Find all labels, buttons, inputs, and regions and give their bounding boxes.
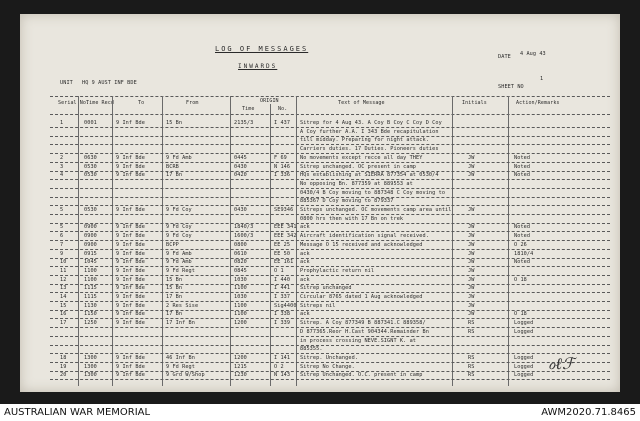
col-origin-header: ORIGIN [260, 98, 279, 104]
cell-ono: Sig4400 [274, 302, 297, 309]
handwritten-signature: ℴℓℱ [548, 354, 575, 373]
cell-text: Sitrep No Change. [300, 363, 355, 370]
cell-initials: RS [468, 328, 475, 335]
cell-text: Sitrep for 4 Aug 43. A Coy B Coy C Coy D Coy [300, 120, 442, 126]
cell-otime: 1600/3 [234, 233, 254, 240]
cell-initials: JW [468, 302, 475, 309]
cell-serial: 17 [60, 320, 67, 327]
cell-time: 1250 [84, 320, 97, 327]
col-from-header: From [186, 100, 199, 106]
cell-from: 9 Fd Coy [166, 224, 192, 231]
cell-otime: 1200 [234, 320, 247, 327]
cell-action: Logged [514, 363, 534, 370]
cell-otime: 0610 [234, 250, 247, 257]
cell-otime: 0845 [234, 267, 247, 274]
cell-otime: 0430 [234, 207, 247, 213]
cell-otime: 0445 [234, 154, 247, 161]
cell-ono: I 441 [274, 285, 291, 292]
cell-text: D 877365.Reor H.Cast 904344.Remainder Bn [300, 328, 429, 335]
cell-serial: 5 [60, 207, 64, 213]
cell-text: HQs establishing at SIERRA 877354 at 0530/4 [300, 172, 439, 179]
cell-ono: EEE 342 [274, 233, 297, 240]
cell-time: 0530 [84, 207, 97, 213]
cell-text: Sitrep. Unchanged. [300, 354, 359, 361]
cell-otime: 1200 [234, 354, 247, 361]
cell-to: 9 Inf Bde [116, 259, 146, 266]
cell-time: 1115 [84, 294, 97, 300]
cell-initials: JW [468, 276, 475, 283]
cell-time: 0900 [84, 241, 97, 248]
cell-time: 0900 [84, 224, 97, 231]
cell-initials: JW [468, 163, 475, 170]
header-bottom-rule [50, 114, 610, 115]
cell-action: Noted [514, 259, 531, 266]
cell-otime: 1100 [234, 311, 247, 318]
cell-otime: 2135/3 [234, 120, 254, 126]
cell-from: 9 Grd W/Shop [166, 372, 205, 379]
cell-to: 9 Inf Bde [116, 224, 146, 231]
cell-text: Sitreps nil [300, 302, 336, 309]
cell-otime: 1100 [234, 302, 247, 309]
col-time-recd-header: Time Recd [86, 100, 114, 106]
cell-time: 1100 [84, 267, 97, 274]
cell-initials: RS [468, 320, 475, 327]
cell-otime: 0430 [234, 163, 247, 170]
cell-to: 9 Inf Bde [116, 294, 146, 300]
cell-serial: 7 [60, 241, 64, 248]
cell-text: Sitreps unchanged. OC movements camp area until [300, 207, 452, 213]
cell-to: 9 Inf Bde [116, 154, 146, 161]
cell-action: Logged [514, 354, 534, 361]
cell-ono: I 339 [274, 320, 291, 327]
cell-time: 1115 [84, 285, 97, 292]
cell-from: 15 Bn [166, 120, 183, 126]
cell-action: O 18 [514, 311, 527, 318]
cell-to: 9 Inf Bde [116, 354, 146, 361]
cell-initials: JW [468, 207, 475, 213]
cell-ono: F 69 [274, 154, 287, 161]
cell-time: 0900 [84, 233, 97, 240]
cell-initials: RS [468, 363, 475, 370]
cell-from: 15 Bn [166, 276, 183, 283]
cell-ono: I 437 [274, 120, 291, 126]
cell-otime: 0820 [234, 259, 247, 266]
cell-time: 0530 [84, 163, 97, 170]
cell-to: 9 Inf Bde [116, 372, 146, 379]
cell-initials: JW [468, 224, 475, 231]
cell-action: Noted [514, 154, 531, 161]
cell-otime: 1100 [234, 285, 247, 292]
cell-from: 17 Bn [166, 172, 183, 179]
cell-initials: JW [468, 294, 475, 300]
cell-to: 9 Inf Bde [116, 320, 146, 327]
cell-action: Logged [514, 372, 534, 379]
cell-ono: O 2 [274, 363, 284, 370]
cell-ono: I 336 [274, 172, 291, 179]
document-subtitle: INWARDS [238, 63, 278, 70]
cell-initials: JW [468, 233, 475, 240]
unit-value: HQ 9 AUST INF BDE [82, 80, 137, 86]
date-label: DATE [498, 54, 511, 60]
cell-action: Logged [514, 320, 534, 327]
cell-initials: JW [468, 241, 475, 248]
cell-from: 2 Res Sise [166, 302, 199, 309]
cell-text: ack [300, 276, 310, 283]
cell-to: 9 Inf Bde [116, 163, 146, 170]
cell-action: Noted [514, 224, 531, 231]
cell-text: Prophylactic return nil [300, 267, 375, 274]
document-title: LOG OF MESSAGES [215, 45, 309, 53]
message-log-sheet [20, 14, 620, 392]
cell-otime: 1215 [234, 363, 247, 370]
sheet-label: SHEET NO [498, 84, 524, 90]
cell-text: A Coy further A.A. I 343 Bde recapitulation [300, 128, 439, 135]
cell-from: 9 Fd Amb [166, 250, 192, 257]
cell-text: No opposing Bn. 877359 at 889553 at [300, 180, 413, 187]
cell-initials: JW [468, 267, 475, 274]
cell-action: Noted [514, 233, 531, 240]
cell-time: 1130 [84, 302, 97, 309]
cell-serial: 9 [60, 250, 64, 257]
cell-time: 0915 [84, 250, 97, 257]
cell-to: 9 Inf Bde [116, 267, 146, 274]
cell-from: 9 Fd Regt [166, 363, 196, 370]
cell-text: Message O 15 received and acknowledged [300, 241, 423, 248]
cell-serial: 1 [60, 120, 64, 126]
cell-serial: 6 [60, 233, 64, 240]
cell-initials: JW [468, 259, 475, 266]
cell-action: O 26 [514, 241, 527, 248]
col-action-header: Action/Remarks [516, 100, 560, 106]
unit-label: UNIT [60, 80, 73, 86]
cell-to: 9 Inf Bde [116, 276, 146, 283]
cell-initials: JW [468, 172, 475, 179]
cell-to: 9 Inf Bde [116, 302, 146, 309]
cell-text: Aircraft identification signal received. [300, 233, 429, 240]
cell-text: 0800 hrs then with 17 Bn on trek [300, 215, 404, 222]
cell-time: 1300 [84, 354, 97, 361]
cell-to: 9 Inf Bde [116, 233, 146, 240]
cell-action: Noted [514, 172, 531, 179]
cell-from: 9 Fd Amb [166, 259, 192, 266]
cell-otime: 1230 [234, 372, 247, 379]
col-origin-no-header: No. [278, 106, 288, 112]
cell-serial: 2 [60, 154, 64, 161]
cell-to: 9 Inf Bde [116, 172, 146, 179]
cell-time: 0530 [84, 172, 97, 179]
cell-text: No movements except recce all day THEY [300, 154, 423, 161]
cell-to: 9 Inf Bde [116, 207, 146, 213]
cell-from: 9 Fd Amb [166, 154, 192, 161]
footer-accession: AWM2020.71.8465 [541, 407, 636, 418]
cell-ono: I 337 [274, 294, 291, 300]
cell-ono: I 440 [274, 276, 291, 283]
sheet-value: 1 [540, 76, 544, 82]
cell-otime: 1030 [234, 294, 247, 300]
cell-ono: I 338 [274, 311, 291, 318]
cell-time: 1100 [84, 276, 97, 283]
cell-ono: EE 50 [274, 250, 291, 257]
cell-initials: JW [468, 154, 475, 161]
cell-text: Sitrep. A Coy 877349 B 887341.C 889358/ [300, 320, 426, 327]
cell-serial: 12 [60, 276, 67, 283]
cell-from: 9 Fd Regt [166, 267, 196, 274]
cell-serial: 19 [60, 363, 67, 370]
cell-text: ack [300, 259, 310, 266]
cell-otime: 0800 [234, 241, 247, 248]
header-top-rule [50, 96, 610, 97]
cell-time: 1045 [84, 259, 97, 266]
row-rule [50, 345, 610, 346]
cell-text: Sitrep unchanged [300, 285, 352, 292]
cell-text: Sitrep unchanged. OC present in camp [300, 163, 417, 170]
cell-serial: 10 [60, 259, 67, 266]
cell-from: 17 Inf Bn [166, 320, 196, 327]
col-initials-header: Initials [462, 100, 487, 106]
cell-otime: 1030 [234, 276, 247, 283]
col-serial-header: Serial No. [58, 100, 90, 106]
cell-action: O 18 [514, 276, 527, 283]
cell-serial: 20 [60, 372, 67, 379]
cell-text: ack [300, 224, 310, 231]
cell-from: 9 Fd Coy [166, 207, 192, 213]
cell-serial: 13 [60, 285, 67, 292]
cell-ono: SE9346 [274, 207, 294, 213]
cell-serial: 4 [60, 172, 64, 179]
cell-text: 885355. [300, 346, 323, 353]
cell-initials: JW [468, 285, 475, 292]
cell-initials: JW [468, 250, 475, 257]
cell-initials: RS [468, 372, 475, 379]
cell-text: 885367 D Coy moving to 879337 [300, 198, 394, 205]
cell-ono: EE 161 [274, 259, 294, 266]
cell-ono: N 143 [274, 372, 291, 379]
footer-institution: AUSTRALIAN WAR MEMORIAL [4, 407, 151, 418]
cell-from: BCRB [166, 163, 179, 170]
cell-serial: 3 [60, 163, 64, 170]
cell-otime: 0420 [234, 172, 247, 179]
cell-serial: 14 [60, 294, 67, 300]
cell-serial: 15 [60, 302, 67, 309]
cell-from: 9 Fd Coy [166, 233, 192, 240]
cell-serial: 5 [60, 224, 64, 231]
cell-from: 17 Bn [166, 311, 183, 318]
cell-from: 17 Bn [166, 294, 183, 300]
cell-text: till midday. Preparing for night attack. [300, 137, 429, 144]
cell-from: 15 Bn [166, 285, 183, 292]
cell-ono: EEE 341 [274, 224, 297, 231]
cell-to: 9 Inf Bde [116, 120, 146, 126]
cell-initials: JW [468, 311, 475, 318]
col-origin-time-header: Time [242, 106, 255, 112]
cell-ono: N 146 [274, 163, 291, 170]
cell-ono: EE 25 [274, 241, 291, 248]
cell-text: Circular 8765 dated 1 Aug acknowledged [300, 294, 423, 300]
cell-action: 1810/4 [514, 250, 534, 257]
cell-time: 1300 [84, 363, 97, 370]
cell-ono: O 1 [274, 267, 284, 274]
cell-from: 46 Inf Bn [166, 354, 196, 361]
cell-text: 0430/4 B Coy moving to 887348 C Coy moving to [300, 189, 446, 196]
cell-serial: 11 [60, 267, 67, 274]
row-rule [50, 379, 610, 380]
cell-initials: RS [468, 354, 475, 361]
cell-time: 1300 [84, 372, 97, 379]
cell-to: 9 Inf Bde [116, 250, 146, 257]
cell-time: 0630 [84, 154, 97, 161]
cell-action: Logged [514, 328, 534, 335]
col-text-header: Text of Message [338, 100, 385, 106]
cell-text: Sitrep Unchanged. O.C. present in camp [300, 372, 423, 379]
date-value: 4 Aug 43 [520, 51, 546, 57]
cell-text: ack [300, 311, 310, 318]
cell-text: ack [300, 250, 310, 257]
cell-action: Noted [514, 163, 531, 170]
cell-time: 1150 [84, 311, 97, 318]
cell-serial: 18 [60, 354, 67, 361]
cell-text: Carriers duties. 17 Duties. Pioneers duties [300, 146, 439, 153]
cell-ono: I 141 [274, 354, 291, 361]
cell-to: 9 Inf Bde [116, 311, 146, 318]
cell-otime: 1840/3 [234, 224, 254, 231]
col-to-header: To [138, 100, 145, 106]
cell-from: BCPP [166, 241, 179, 248]
cell-serial: 16 [60, 311, 67, 318]
cell-to: 9 Inf Bde [116, 241, 146, 248]
cell-to: 9 Inf Bde [116, 285, 146, 292]
cell-text: in process crossing NEVE.SIGNT K. at [300, 337, 417, 344]
cell-to: 9 Inf Bde [116, 363, 146, 370]
cell-time: 0001 [84, 120, 97, 126]
